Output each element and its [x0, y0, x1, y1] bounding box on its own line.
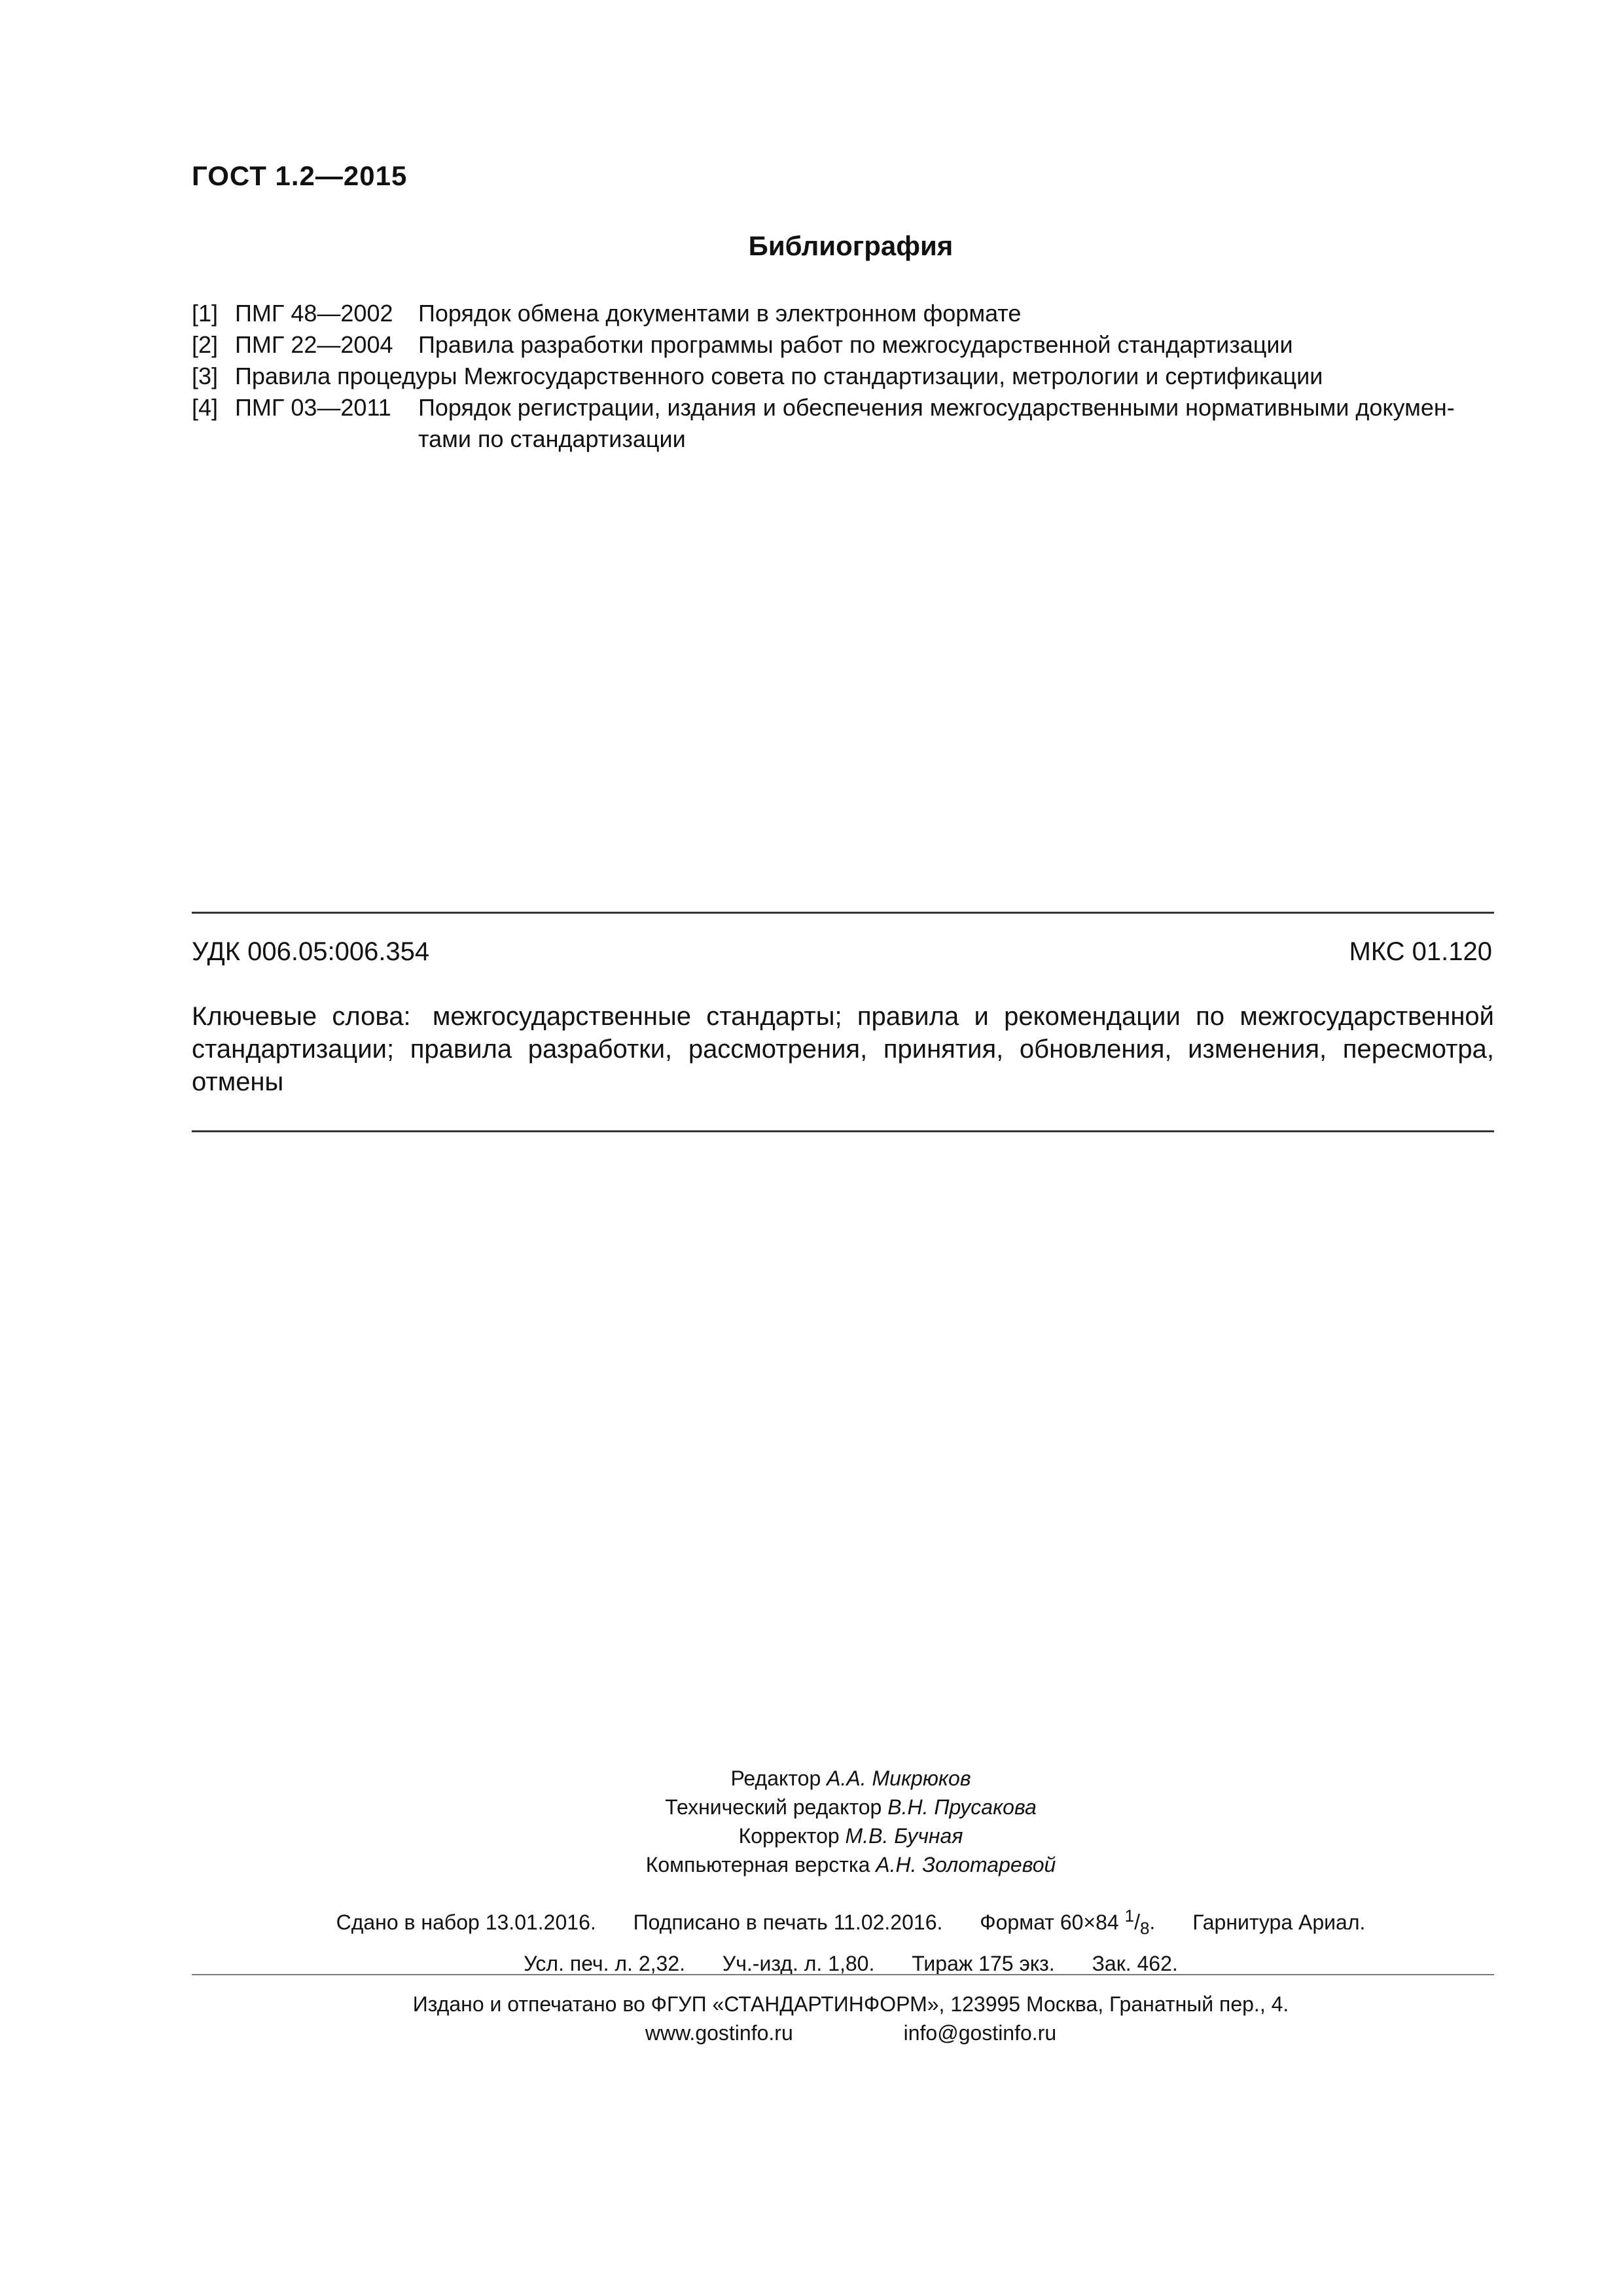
bib-item-code: ПМГ 48—2002	[235, 300, 393, 327]
publisher-line: Издано и отпечатано во ФГУП «СТАНДАРТИНФОРМ», 123995 Москва, Гранатный пер., 4.	[412, 1992, 1289, 2016]
print-sheets: Усл. печ. л. 2,32.	[524, 1952, 685, 1976]
bibliography-item-1	[192, 298, 1501, 329]
paper-format: Формат 60×84 1/8.	[980, 1898, 1155, 1946]
document-id: ГОСТ 1.2—2015	[192, 160, 408, 191]
bibliography-item-3	[192, 361, 1501, 392]
signed-date: Подписано в печать 11.02.2016.	[633, 1910, 943, 1934]
credit-role: Технический редактор	[665, 1795, 882, 1819]
bibliography-item-4	[192, 392, 1501, 423]
credits-block	[0, 1764, 1623, 1879]
credit-role: Компьютерная верстка	[645, 1853, 870, 1876]
bib-item-title: Правила процедуры Межгосударственного совета по стандартизации, метрологии и сертификации	[235, 363, 1323, 389]
bib-item-code: ПМГ 03—2011	[235, 394, 391, 421]
print-info-block	[0, 1898, 1623, 1981]
bib-item-title: Порядок обмена документами в электронном формате	[418, 300, 1022, 327]
bib-item-number: [4]	[192, 394, 219, 421]
credit-line	[0, 1821, 1623, 1850]
credit-name: А.А. Микрюков	[827, 1767, 971, 1790]
bib-item-number: [3]	[192, 363, 219, 389]
keywords-label: Ключевые слова:	[192, 1002, 411, 1031]
credit-line	[0, 1793, 1623, 1821]
edition-sheets: Уч.-изд. л. 1,80.	[722, 1952, 875, 1976]
publisher-block	[0, 1990, 1623, 2047]
bib-item-title: Порядок регистрации, издания и обеспечения межгосударственными нормативными докумен-	[418, 394, 1455, 421]
udk-code: УДК 006.05:006.354	[192, 937, 430, 966]
publisher-links	[0, 2018, 1623, 2047]
format-label: Формат 60×84	[980, 1910, 1119, 1934]
bib-item-title-continuation: тами по стандартизации	[418, 425, 686, 452]
publisher-website: www.gostinfo.ru	[645, 2021, 793, 2045]
circulation: Тираж 175 экз.	[912, 1952, 1055, 1976]
credit-name: А.Н. Золотаревой	[876, 1853, 1056, 1876]
credit-role: Корректор	[738, 1824, 840, 1848]
credit-name: В.Н. Прусакова	[887, 1795, 1037, 1819]
credit-role: Редактор	[730, 1767, 821, 1790]
bibliography-item-2	[192, 329, 1501, 361]
bib-item-number: [1]	[192, 300, 219, 327]
divider-publisher	[192, 1974, 1494, 1975]
bib-item-number: [2]	[192, 331, 219, 358]
bibliography-title: Библиография	[748, 230, 954, 261]
keywords-block	[192, 1000, 1494, 1098]
format-fraction-denominator: 8	[1139, 1918, 1150, 1939]
print-info-line-1	[0, 1898, 1623, 1946]
print-info-line-2	[0, 1946, 1623, 1981]
typeface: Гарнитура Ариал.	[1192, 1910, 1366, 1934]
keywords-text: межгосударственные стандарты; правила и рекомендации по межгосударственной стандартизации; правила разработки, рассмотрения, принятия, обновления, изменения, пересмотра, отмены	[192, 1002, 1494, 1096]
bibliography-list	[192, 298, 1501, 455]
bib-item-code: ПМГ 22—2004	[235, 331, 393, 358]
credit-line	[0, 1764, 1623, 1793]
mks-code: МКС 01.120	[1349, 937, 1492, 966]
divider-bottom	[192, 1130, 1494, 1132]
submitted-date: Сдано в набор 13.01.2016.	[336, 1910, 596, 1934]
publisher-email: info@gostinfo.ru	[903, 2021, 1057, 2045]
credit-name: М.В. Бучная	[845, 1824, 963, 1848]
order-number: Зак. 462.	[1092, 1952, 1178, 1976]
credit-line	[0, 1850, 1623, 1879]
bib-item-title: Правила разработки программы работ по межгосударственной стандартизации	[418, 331, 1293, 358]
divider-top	[192, 912, 1494, 914]
format-fraction-numerator: 1	[1124, 1906, 1135, 1926]
